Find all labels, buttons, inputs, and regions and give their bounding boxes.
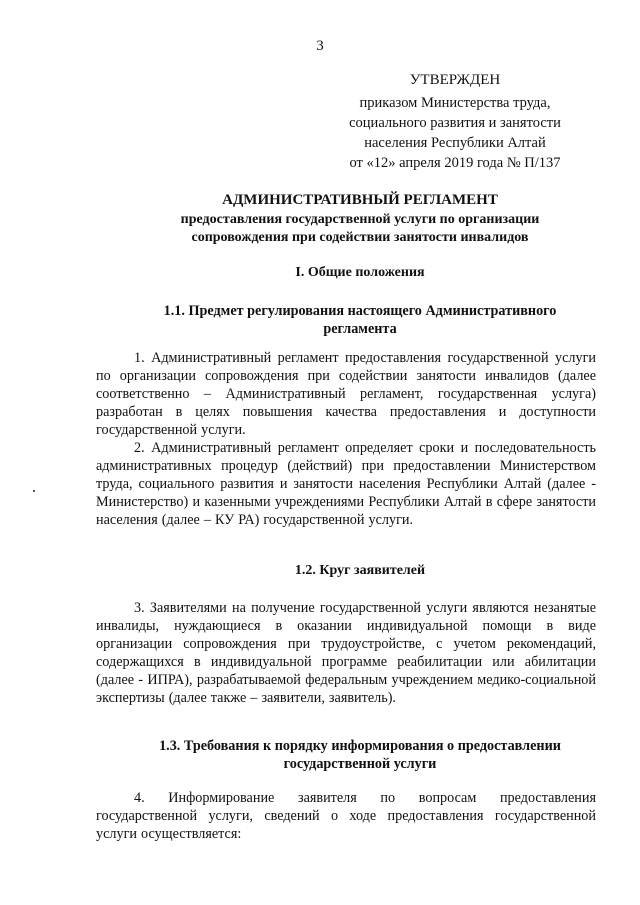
paragraph-2: 2. Административный регламент определяет сроки и последовательность административных процедур (действий) при предоставлении Министерством труда, социального развития и занятости населения Республики Алтай (далее - Министерство) и казенными учреждениями Республики Алтай в сфере занятости населения (далее – КУ РА) государственной услуги.: [96, 440, 596, 528]
section-heading-general: I. Общие положения: [295, 265, 425, 280]
paragraph-1: 1. Административный регламент предоставления государственной услуги по организации сопровождения при содействии занятости инвалидов (далее соответственно – Административный регламент, государственная услуга) разработан в целях повышения качества предоставления и доступности государственной услуги.: [96, 350, 596, 438]
approval-heading: УТВЕРЖДЕН: [409, 72, 501, 88]
approval-stamp: [330, 70, 580, 173]
section-heading-applicants: 1.2. Круг заявителей: [294, 563, 426, 578]
approval-line: населения Республики Алтай: [364, 135, 546, 151]
approval-line: приказом Министерства труда,: [359, 95, 551, 111]
section-heading-informing: [100, 737, 620, 773]
margin-mark: [33, 490, 35, 492]
paragraph-4: 4. Информирование заявителя по вопросам предоставления государственной услуги, сведений о ходе предоставления государственной услуги осуществляется:: [96, 790, 596, 842]
section-heading-line: государственной услуги: [283, 756, 437, 772]
section-heading-line: 1.1. Предмет регулирования настоящего Административного: [163, 303, 557, 319]
page-number: 3: [316, 38, 324, 54]
approval-line: от «12» апреля 2019 года № П/137: [349, 155, 561, 171]
section-heading-subject: [100, 302, 620, 338]
document-subtitle-line: сопровождения при содействии занятости инвалидов: [191, 230, 529, 245]
section-heading-line: 1.3. Требования к порядку информирования о предоставлении: [159, 738, 561, 754]
document-subtitle-line: предоставления государственной услуги по организации: [180, 212, 540, 227]
document-title: АДМИНИСТРАТИВНЫЙ РЕГЛАМЕНТ: [222, 192, 498, 208]
document-title-block: [100, 192, 620, 247]
approval-line: социального развития и занятости: [349, 115, 561, 131]
section-heading-line: регламента: [323, 321, 397, 337]
paragraph-3: 3. Заявителями на получение государственной услуги являются незанятые инвалиды, нуждающиеся в оказании индивидуальной помощи в виде организации сопровождения при трудоустройстве, с учетом рекомендаций, содержащихся в индивидуальной программе реабилитации или абилитации (далее - ИПРА), разрабатываемой федеральным учреждением медико-социальной экспертизы (далее также – заявители, заявитель).: [96, 600, 596, 706]
